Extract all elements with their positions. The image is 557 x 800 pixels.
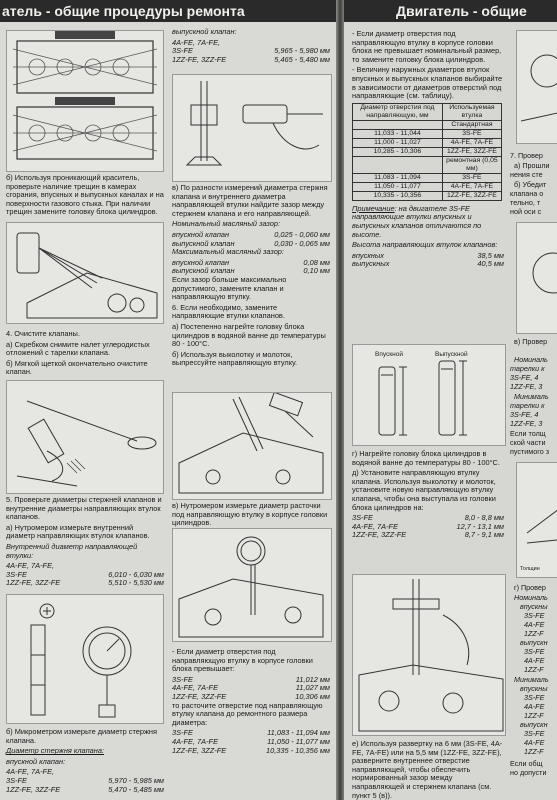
left-col1-text-a xyxy=(6,174,164,219)
spec-value: 40,5 мм xyxy=(477,259,504,269)
label-intake: Впускной xyxy=(375,351,403,358)
right-page-header: Двигатель - общие xyxy=(344,0,557,22)
guide-heights-drawing xyxy=(353,345,505,445)
left-col1-text-c xyxy=(6,496,164,588)
figure-valve-cleaning xyxy=(6,380,164,494)
right-col-text-c xyxy=(352,740,504,800)
right-page xyxy=(344,0,557,800)
figure-edge-top xyxy=(516,30,557,144)
spec-row xyxy=(6,579,164,588)
spec-value: 38,5 мм xyxy=(477,250,504,260)
left-col2-text-a xyxy=(172,28,330,64)
edge-v-min: Минималь xyxy=(514,392,549,401)
spec-value: 11,027 мм xyxy=(295,683,330,693)
bore-intro: - Если диаметр отверстия под направляющую втулку в корпусе головки блока превышает: xyxy=(172,647,313,674)
valve-cleaning-drawing xyxy=(7,381,163,493)
step4-a: а) Скребком снимите налет углеродистых отложений с тарелки клапана. xyxy=(6,339,150,358)
left-page-header: атель - общие процедуры ремонта xyxy=(0,0,338,22)
edge-b3: тельно, т xyxy=(510,198,541,207)
edge-b2: клапана о xyxy=(510,189,544,198)
book-gutter xyxy=(336,0,344,800)
table-cell: 4A-FE, 7A-FE xyxy=(442,138,501,147)
table-row xyxy=(353,120,502,129)
figure-bore-gauge xyxy=(172,528,332,642)
figure-valve-measure xyxy=(172,74,332,182)
spec-value: 0,10 мм xyxy=(303,266,330,276)
table-cell: 3S-FE xyxy=(442,129,501,138)
spec-value: 12,7 - 13,1 мм xyxy=(456,521,504,531)
step5-a: а) Нутромером измерьте внутренний диаметр направляющих втулок клапанов. xyxy=(6,522,150,541)
edge-b: б) Убедит xyxy=(514,180,547,189)
edge-a2: нения сте xyxy=(510,170,543,179)
table-header-diameter: Диаметр отверстия под направляющую, мм xyxy=(353,103,443,120)
right-col-text-b xyxy=(352,450,504,540)
edge-g: г) Провер xyxy=(514,583,546,592)
inner-diameter-label: Внутренний диаметр направляющей втулки: xyxy=(6,541,138,560)
spec-engine: впускной клапан xyxy=(172,229,230,239)
edge-v-r2: 1ZZ-FE, 3 xyxy=(510,382,543,391)
spec-engine: выпускной клапан xyxy=(172,266,235,276)
edge-g-r10: 3S-FE xyxy=(524,729,545,738)
spec-value: 11,050 - 11,077 мм xyxy=(267,736,330,746)
edge-step7: 7. Провер xyxy=(510,151,543,160)
spec-engine: 3S-FE xyxy=(172,674,193,684)
left-col2-text-d xyxy=(172,648,330,755)
edge-g-out: выпускн xyxy=(520,638,548,647)
step5-title: 5. Проверьте диаметры стержней клапанов и внутренние диаметры направляющих втулок клапанов. xyxy=(6,495,162,522)
spec-value: 0,030 - 0,065 мм xyxy=(274,238,330,248)
label-exhaust: Выпускной xyxy=(435,351,468,358)
right-col-text-a xyxy=(352,30,504,269)
intake-label: впускной клапан: xyxy=(6,756,66,766)
edge-v-min2: тарелки к xyxy=(510,401,545,410)
note-label: Примечание xyxy=(352,203,395,213)
spec-engine: 1ZZ-FE, 3ZZ-FE xyxy=(6,784,61,794)
spec-engine: 4A-FE, 7A-FE, xyxy=(6,561,55,571)
table-header-row xyxy=(353,103,502,120)
spec-engine: 3S-FE xyxy=(172,728,193,738)
spec-engine: 4A-FE, 7A-FE, xyxy=(172,37,221,47)
edge-v-note3: пустимого з xyxy=(510,447,549,456)
step6-v: в) Нутромером измерьте диаметр расточки под направляющую втулку в корпусе головки цилиндров. xyxy=(172,501,328,528)
step-d: д) Установите направляющую втулку клапана. Используя выколотку и молоток, установите новую направляющую втулку клапана, чтобы она выступала из головки блока цилиндров на: xyxy=(352,468,496,512)
step-g: г) Нагрейте головку блока цилиндров в водяной ванне до температуры 80 - 100°C. xyxy=(352,449,500,467)
edge-g-r2: 4A-FE xyxy=(524,620,545,629)
edge-v-note2: ской части xyxy=(510,438,546,447)
figure-guide-heights xyxy=(352,344,506,446)
spec-row xyxy=(172,747,330,756)
table-cell: ремонтная (0,05 мм) xyxy=(442,156,501,173)
table-row xyxy=(353,129,502,138)
table-cell: 3S-FE xyxy=(442,173,501,182)
edge-g-nom: Номиналь xyxy=(514,593,548,602)
figure-reamer xyxy=(352,574,506,736)
edge-g-min: Минималь xyxy=(514,675,549,684)
step-b-dye: б) Используя проникающий краситель, проверьте наличие трещин в камерах сгорания, впускных и выпускных каналах и на поверхности газового стыка. При наличии трещин замените головку блока цилиндров. xyxy=(6,173,164,217)
edge-g-r5: 4A-FE xyxy=(524,656,545,665)
step-v-clearance: в) По разности измерений диаметра стержня клапана и внутреннего диаметра направляющей втулки найдите зазор между стержнем клапана и его направляющей. xyxy=(172,183,328,218)
right-intro2: - Величину наружных диаметров втулок впускных и выпускных клапанов выбирайте в зависимости от диаметров отверстий под направляющие (см. таблицу). xyxy=(352,65,503,101)
cylinder-head-drawing xyxy=(7,31,163,171)
left-col2-text-b xyxy=(172,184,330,370)
spec-row xyxy=(6,786,164,795)
spec-engine: впускных xyxy=(352,250,385,260)
inner-diameter-list xyxy=(6,562,164,588)
edge-g-r1: 3S-FE xyxy=(524,611,545,620)
right-note xyxy=(352,205,504,239)
spec-engine: 3S-FE xyxy=(172,46,193,56)
edge-v-nom2: тарелки к xyxy=(510,364,545,373)
spec-engine: 1ZZ-FE, 3ZZ-FE xyxy=(6,578,61,588)
edge-g-in2: впускны xyxy=(520,684,548,693)
table-row xyxy=(353,182,502,191)
edge-v-nom: Номиналь xyxy=(514,355,548,364)
exhaust-label: выпускной клапан: xyxy=(172,27,237,36)
spec-engine: 3S-FE xyxy=(6,569,27,579)
left-col2-text-c xyxy=(172,502,330,530)
max-clearance-note: Если зазор больше максимально допустимого, замените клапан и направляющую втулку. xyxy=(172,274,287,302)
edge-g-r8: 4A-FE xyxy=(524,702,545,711)
spec-value: 5,510 - 5,530 мм xyxy=(108,578,164,588)
spec-engine: 4A-FE, 7A-FE, xyxy=(6,767,55,777)
valve-measure-drawing xyxy=(173,75,331,181)
table-cell: 1ZZ-FE, 3ZZ-FE xyxy=(442,191,501,200)
edge-g-r6: 1ZZ-F xyxy=(524,665,544,674)
table-cell: 11,050 - 11,077 xyxy=(353,182,443,191)
spec-value: 10,335 - 10,356 мм xyxy=(266,745,330,755)
edge-v-r1: 3S-FE, 4 xyxy=(510,373,539,382)
right-intro: - Если диаметр отверстия под направляющую втулку в корпусе головки блока не превышает номинальный размер, то замените головку блока цилиндров. xyxy=(352,29,502,64)
dye-spray-drawing xyxy=(7,223,163,323)
note-text: : на двигателе 3S-FE направляющие втулки впускных и выпускных клапанов отличаются по высоте. xyxy=(352,203,482,239)
step4-title: 4. Очистите клапаны. xyxy=(6,329,80,338)
spec-row xyxy=(352,531,504,540)
edge-fig-label: Толщин xyxy=(520,566,540,572)
figure-dye-spray xyxy=(6,222,164,324)
table-cell: 10,335 - 10,356 xyxy=(353,191,443,200)
reamer-drawing xyxy=(353,575,505,735)
spec-value: 8,0 - 8,8 мм xyxy=(464,513,504,523)
spec-engine: 4A-FE, 7A-FE xyxy=(172,736,218,746)
edge-a: а) Прошли xyxy=(514,161,550,170)
spec-value: 5,965 - 5,980 мм xyxy=(274,46,330,56)
figure-cylinder-head-check xyxy=(6,30,164,172)
figure-micrometer xyxy=(6,594,164,724)
edge-g-r3: 1ZZ-F xyxy=(524,629,544,638)
table-row xyxy=(353,156,502,173)
table-cell: 11,000 - 11,027 xyxy=(353,138,443,147)
stem-diameter-label: Диаметр стержня клапана: xyxy=(6,746,104,756)
spec-engine: 4A-FE, 7A-FE xyxy=(352,521,398,531)
table-cell: 1ZZ-FE, 3ZZ-FE xyxy=(442,147,501,156)
spec-row xyxy=(352,260,504,269)
edge-g-note: Если общ xyxy=(510,759,543,768)
spec-value: 11,083 - 11,094 мм xyxy=(267,728,330,738)
micrometer-drawing xyxy=(7,595,163,723)
max-clearance-label: Максимальный масляный зазор: xyxy=(172,247,284,257)
edge-g-r4: 3S-FE xyxy=(524,647,545,656)
spec-value: 5,465 - 5,480 мм xyxy=(274,54,330,64)
spec-value: 6,010 - 6,030 мм xyxy=(108,569,164,579)
figure-edge-lower xyxy=(516,462,557,578)
spec-value: 5,970 - 5,985 мм xyxy=(108,775,164,785)
edge-g-in: впускны xyxy=(520,602,548,611)
table-cell: 10,285 - 10,306 xyxy=(353,147,443,156)
spec-engine: 1ZZ-FE, 3ZZ-FE xyxy=(172,745,227,755)
edge-v-r4: 1ZZ-FE, 3 xyxy=(510,419,543,428)
table-cell xyxy=(353,156,443,173)
bore-gauge-drawing xyxy=(173,529,331,641)
left-col1-text-b xyxy=(6,330,164,379)
height-label: Высота направляющих втулок клапанов: xyxy=(352,240,498,250)
spec-value: 0,08 мм xyxy=(303,257,330,267)
spec-value: 11,012 мм xyxy=(295,674,330,684)
nominal-clearance-label: Номинальный масляный зазор: xyxy=(172,219,281,229)
table-header-bushing: Используемая втулка xyxy=(442,103,501,120)
spec-engine: выпускной клапан xyxy=(172,238,235,248)
step-e: е) Используя развертку на 6 мм (3S-FE, 4A-FE, 7A-FE) или на 5,5 мм (1ZZ-FE, 3ZZ-FE), разверните внутреннее отверстие направляющей, чтобы обеспечить нормированный зазор между направляющей и стержнем клапана (см. пункт 5 (в)). xyxy=(352,739,503,800)
figure-guide-removal xyxy=(172,392,332,500)
spec-engine: 1ZZ-FE, 3ZZ-FE xyxy=(352,530,407,540)
spec-value: 8,7 - 9,1 мм xyxy=(464,530,504,540)
step6-a: а) Постепенно нагрейте головку блока цилиндров в водяной ванне до температуры 80 - 100°C. xyxy=(172,321,326,349)
edge-g-r9: 1ZZ-F xyxy=(524,711,544,720)
table-cell: 11,033 - 11,044 xyxy=(353,129,443,138)
step6-b: б) Используя выколотку и молоток, выпрессуйте направляющую втулку. xyxy=(172,349,298,368)
edge-g-out2: выпускн xyxy=(520,720,548,729)
spec-engine: 3S-FE xyxy=(352,513,373,523)
edge-g-r7: 3S-FE xyxy=(524,693,545,702)
step6-title: 6. Если необходимо, замените направляющие втулки клапанов. xyxy=(172,302,285,321)
spec-value: 0,025 - 0,060 мм xyxy=(274,229,330,239)
edge-v-note: Если толщ xyxy=(510,429,546,438)
bore-note: то расточите отверстие под направляющую втулку клапана до ремонтного размера диаметра: xyxy=(172,700,323,727)
table-row xyxy=(353,173,502,182)
edge-b4: ной оси с xyxy=(510,207,542,216)
edge-v-r3: 3S-FE, 4 xyxy=(510,410,539,419)
guide-removal-drawing xyxy=(173,393,331,499)
table-row xyxy=(353,191,502,200)
table-row xyxy=(353,147,502,156)
step4-b: б) Мягкой щеткой окончательно очистите клапан. xyxy=(6,358,148,377)
table-cell: 11,083 - 11,094 xyxy=(353,173,443,182)
figure-edge-middle xyxy=(516,222,557,334)
spec-engine: 3S-FE xyxy=(6,775,27,785)
guide-bushing-table xyxy=(352,103,502,201)
spec-engine: 4A-FE, 7A-FE xyxy=(172,683,218,693)
spec-engine: выпускных xyxy=(352,259,390,269)
table-cell: 4A-FE, 7A-FE xyxy=(442,182,501,191)
spec-value: 5,470 - 5,485 мм xyxy=(108,784,164,794)
spec-engine: 1ZZ-FE, 3ZZ-FE xyxy=(172,54,227,64)
spec-value: 10,306 мм xyxy=(295,691,330,701)
edge-g-r12: 1ZZ-F xyxy=(524,747,544,756)
left-col1-text-d xyxy=(6,728,164,794)
edge-g-note2: но допусти xyxy=(510,768,547,777)
spec-row xyxy=(172,56,330,65)
table-cell: Стандартная xyxy=(442,120,501,129)
spec-engine: впускной клапан xyxy=(172,257,230,267)
spec-engine: 1ZZ-FE, 3ZZ-FE xyxy=(172,691,227,701)
table-row xyxy=(353,138,502,147)
edge-g-r11: 4A-FE xyxy=(524,738,545,747)
edge-v: в) Провер xyxy=(514,337,548,346)
step-b-micrometer: б) Микрометром измерьте диаметр стержня клапана. xyxy=(6,727,158,745)
